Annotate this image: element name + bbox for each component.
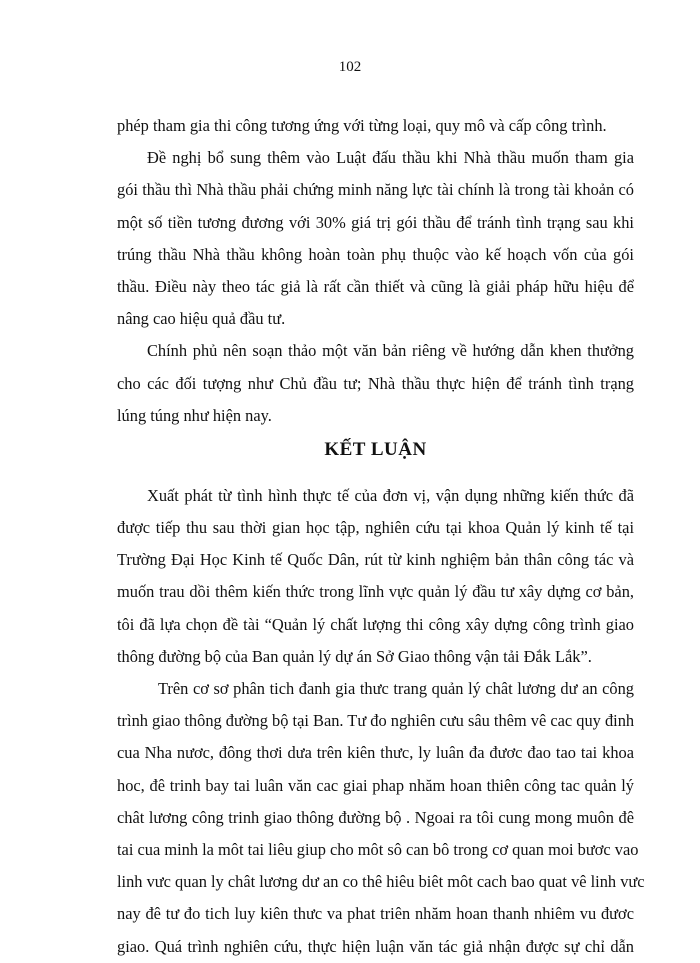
text-line: trình giao thông đường bộ tại Ban. Tư đo nghiên cưu sâu thêm vê cac quy đinh: [117, 711, 635, 731]
text-line: hoc, đê trinh bay tai luân văn cac giai phap nhăm hoan thiên công tac quản lý: [117, 775, 634, 795]
document-body: [117, 110, 645, 963]
text-line: thông đường bộ của Ban quản lý dự án Sở Giao thông vận tải Đắk Lắk”.: [117, 646, 592, 666]
text-line: nâng cao hiệu quả đầu tư.: [117, 309, 286, 329]
text-line: thầu. Điều này theo tác giả là rất cần thiết và cũng là giải pháp hữu hiệu để: [117, 276, 634, 296]
text-line: nay đê tư đo tich luy kiên thưc va phat triên nhăm hoan thanh nhiêm vu đươc: [117, 904, 634, 924]
text-line: Chính phủ nên soạn thảo một văn bản riêng về hướng dẫn khen thưởng: [147, 341, 634, 361]
text-line: Đề nghị bổ sung thêm vào Luật đấu thầu khi Nhà thầu muốn tham gia: [147, 148, 634, 168]
text-line: cho các đối tượng như Chủ đầu tư; Nhà thầu thực hiện để tránh tình trạng: [117, 373, 634, 393]
text-line: Xuất phát từ tình hình thực tế của đơn vị, vận dụng những kiến thức đã: [147, 485, 634, 505]
paragraph: [117, 142, 634, 335]
text-line: một số tiền tương đương với 30% giá trị gói thầu để tránh tình trạng sau khi: [117, 212, 634, 232]
text-line: Trên cơ sơ phân tich đanh gia thưc trang quản lý chât lương dư an công: [158, 679, 634, 698]
text-line: linh vưc quan ly chât lương dư an co thê hiêu biêt môt cach bao quat vê linh vưc: [117, 872, 645, 892]
section-heading: KẾT LUẬN: [324, 438, 427, 460]
paragraph: [117, 110, 634, 142]
text-line: muốn trau dồi thêm kiến thức trong lĩnh vực quản lý đầu tư xây dựng cơ bản,: [117, 582, 634, 602]
text-line: gói thầu thì Nhà thầu phải chứng minh năng lực tài chính là trong tài khoản có: [117, 180, 634, 200]
paragraph: [117, 480, 634, 673]
page-number: 102: [338, 59, 362, 75]
text-line: Trường Đại Học Kinh tế Quốc Dân, rút từ kinh nghiệm bản thân công tác và: [117, 550, 634, 570]
text-line: phép tham gia thi công tương ứng với từng loại, quy mô và cấp công trình.: [117, 116, 607, 135]
paragraph: [117, 673, 645, 963]
text-line: lúng túng như hiện nay.: [117, 405, 272, 425]
text-line: chât lương công trinh giao thông đường bộ . Ngoai ra tôi cung mong muôn đê: [117, 807, 634, 827]
text-line: trúng thầu Nhà thầu không hoàn toàn phụ thuộc vào kế hoạch vốn của gói: [117, 244, 634, 264]
text-line: tôi đã lựa chọn đề tài “Quản lý chất lượng thi công xây dựng công trình giao: [117, 614, 634, 634]
paragraph: [117, 335, 634, 432]
text-line: giao. Quá trình nghiên cứu, thực hiện luận văn tác giả nhận được sự chỉ dẫn: [117, 936, 634, 956]
text-line: cua Nha nươc, đông thơi dưa trên kiên thưc, ly luân đa đươc đao tao tai khoa: [117, 743, 634, 763]
text-line: tai cua minh la môt tai liêu giup cho môt sô can bô trong cơ quan moi bươc vao: [117, 839, 639, 859]
text-line: được tiếp thu sau thời gian học tập, nghiên cứu tại khoa Quản lý kinh tế tại: [117, 518, 634, 538]
